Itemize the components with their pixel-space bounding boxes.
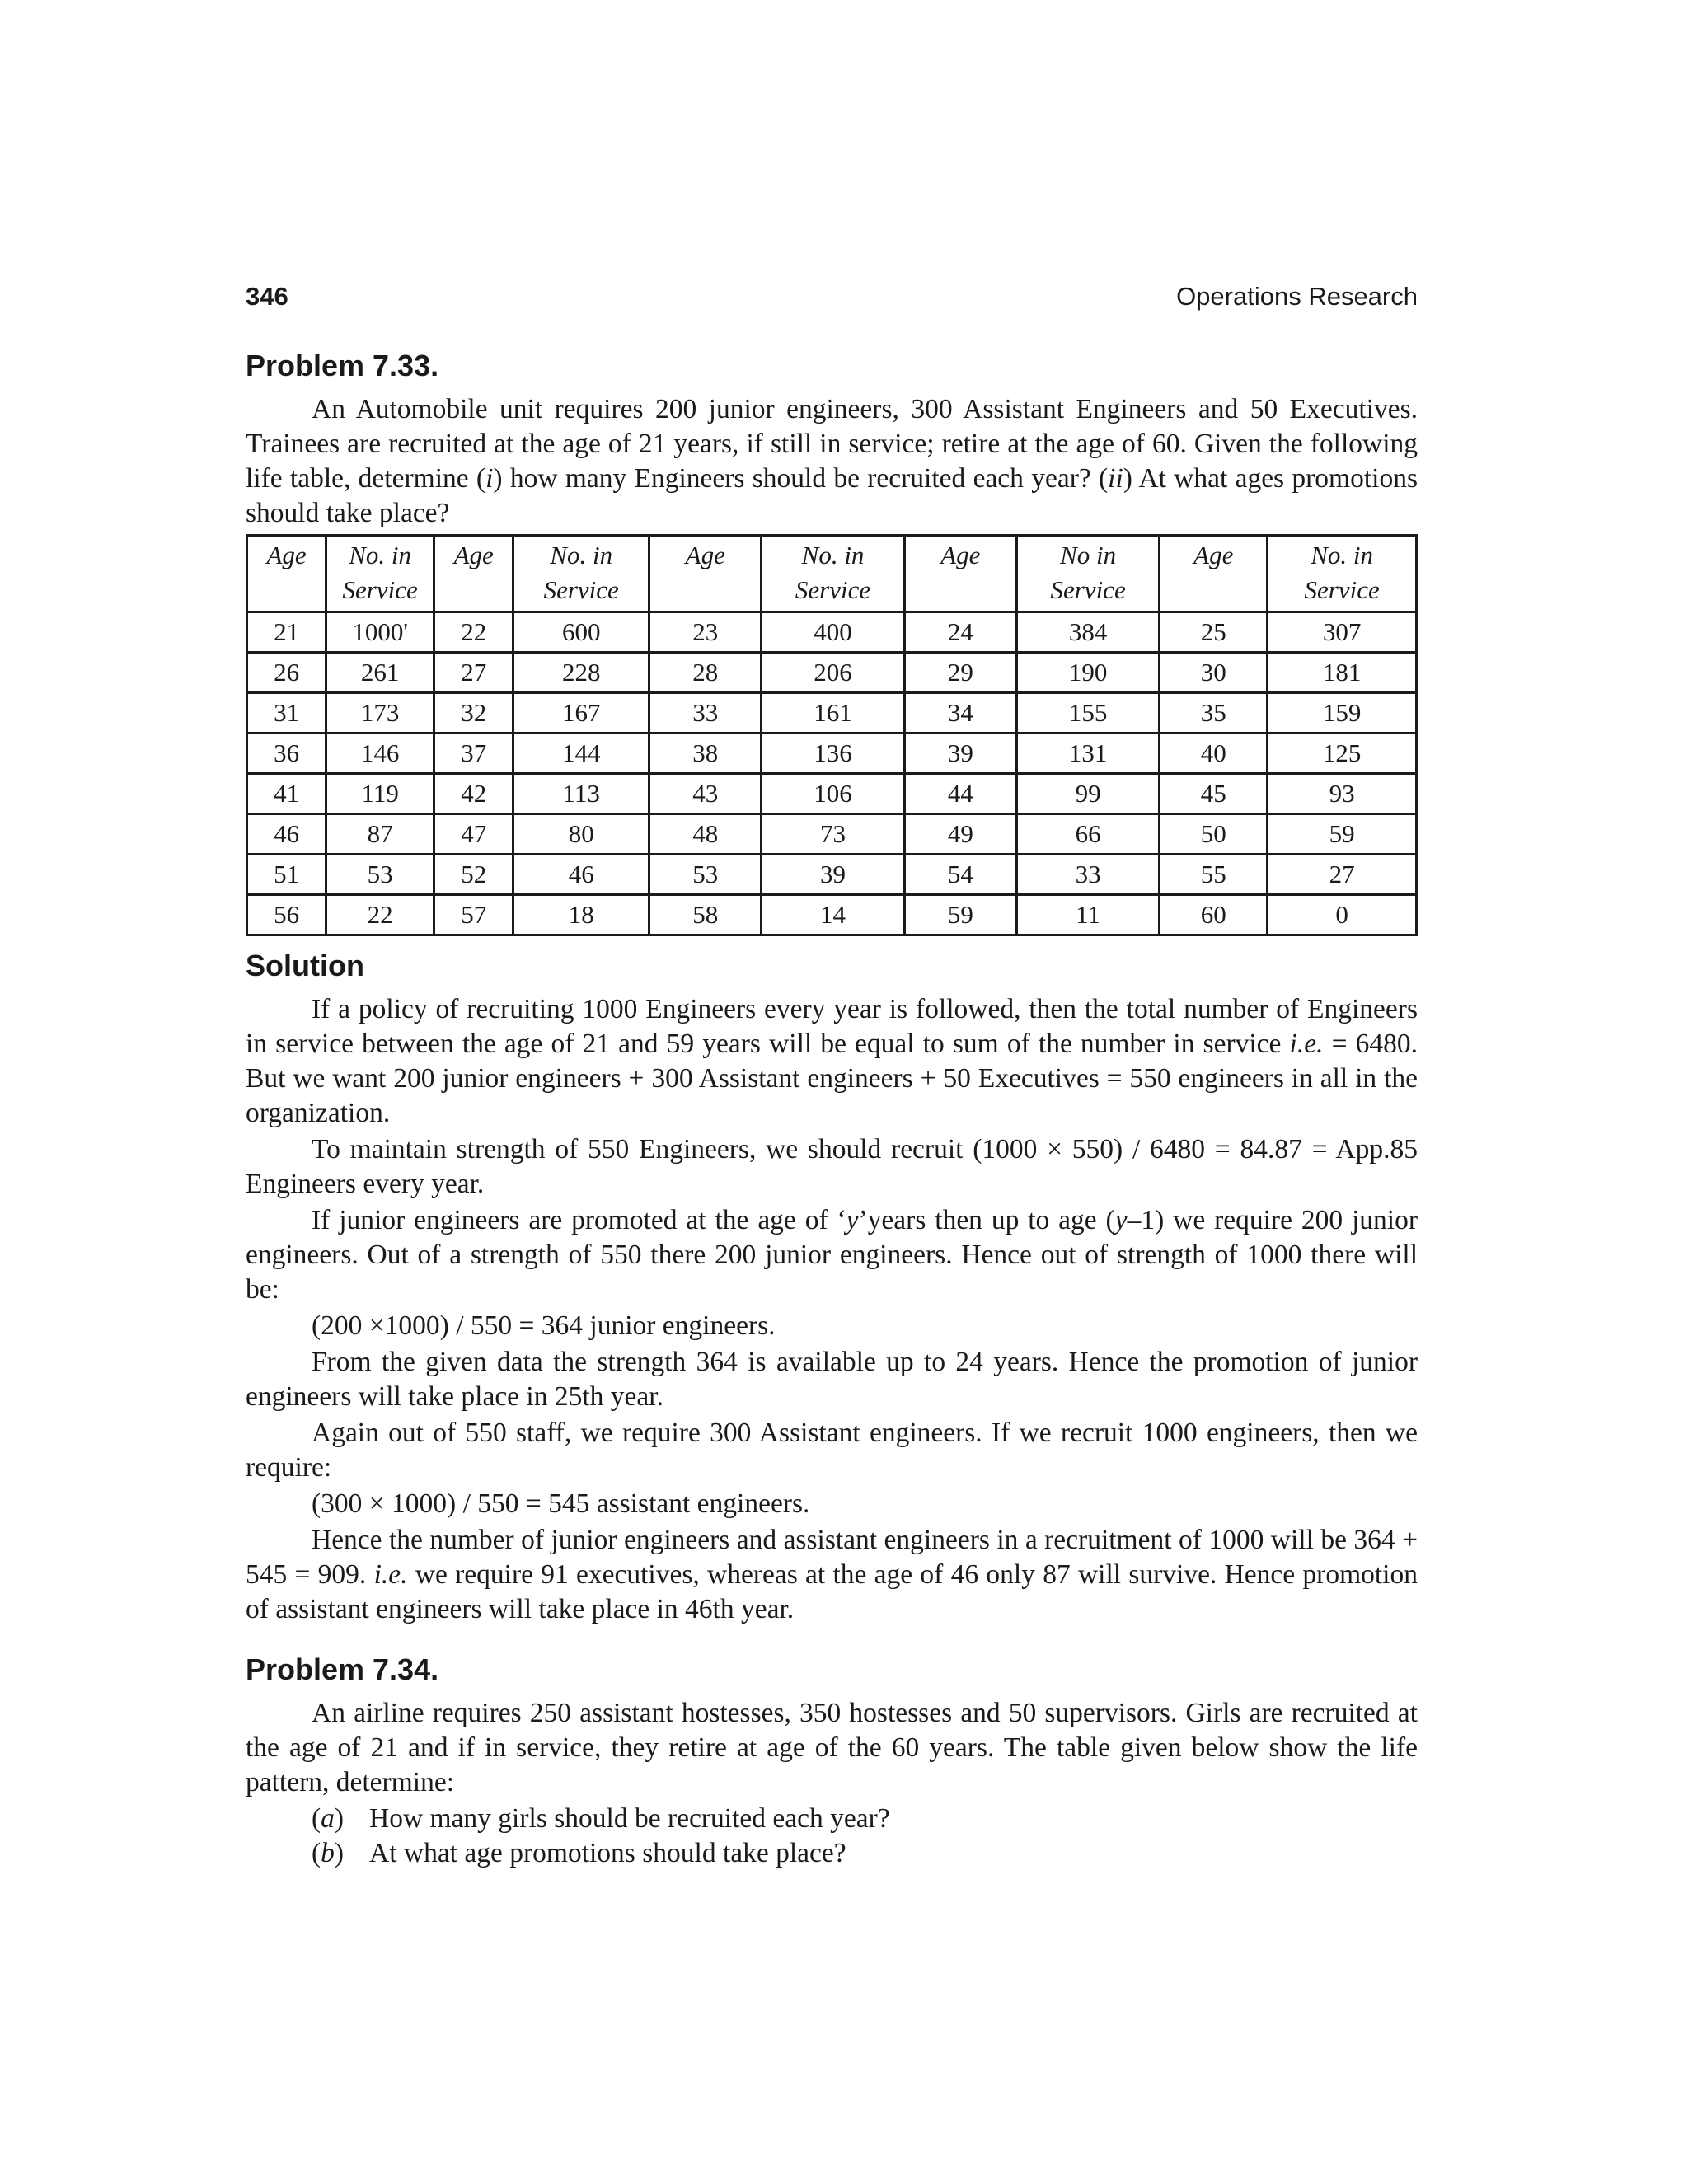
paragraph-text: Hence the number of junior engineers and assistant engineers in a recruitment of 1000 will be 364 + 545 = 909. [246,1525,1418,1590]
life-table-body [247,612,1417,935]
column-header [1268,536,1417,612]
table-row [247,612,1417,653]
solution-paragraph-3 [246,1203,1418,1307]
service-count-cell: 206 [762,653,904,693]
header-line: No. in [801,541,865,569]
problem-7-33-statement [246,392,1418,531]
variable: y [846,1205,859,1235]
running-title: Operations Research [1176,282,1418,311]
page [246,280,1418,1871]
age-cell: 40 [1160,733,1268,774]
age-cell: 35 [1160,693,1268,733]
service-count-cell: 0 [1268,895,1417,935]
column-header [1016,536,1159,612]
age-cell: 41 [247,774,326,814]
age-cell: 51 [247,855,326,895]
age-cell: 33 [649,693,762,733]
paragraph-text: ’years then up to age ( [858,1205,1115,1235]
life-table-header [247,536,1417,612]
column-header [904,536,1016,612]
age-cell: 26 [247,653,326,693]
roman-numeral: i [485,463,494,494]
list-item [312,1802,1418,1836]
header-line: Age [453,541,494,569]
solution-paragraph-4: From the given data the strength 364 is available up to 24 years. Hence the promotion of junior engineers will take place in 25th year. [246,1347,1418,1412]
header-line [1164,573,1263,607]
service-count-cell: 228 [513,653,649,693]
list-label: (b) [312,1838,345,1868]
age-cell: 60 [1160,895,1268,935]
service-count-cell: 11 [1016,895,1159,935]
service-count-cell: 600 [513,612,649,653]
service-count-cell: 181 [1268,653,1417,693]
header-line: Age [685,541,725,569]
age-cell: 27 [434,653,513,693]
paragraph-text: If junior engineers are promoted at the age of ‘ [312,1205,846,1235]
age-cell: 44 [904,774,1016,814]
age-cell: 23 [649,612,762,653]
age-cell: 56 [247,895,326,935]
header-line: Service [543,575,619,604]
service-count-cell: 155 [1016,693,1159,733]
variable: y [1114,1205,1128,1235]
service-count-cell: 59 [1268,814,1417,855]
age-cell: 24 [904,612,1016,653]
service-count-cell: 159 [1268,693,1417,733]
table-row [247,895,1417,935]
solution-heading: Solution [246,949,364,982]
roman-numeral: ii [1108,463,1123,494]
service-count-cell: 106 [762,774,904,814]
table-row [247,774,1417,814]
service-count-cell: 125 [1268,733,1417,774]
table-row [247,814,1417,855]
header-line [438,573,509,607]
age-cell: 30 [1160,653,1268,693]
paragraph-text: we require 91 executives, whereas at the age of 46 only 87 will survive. Hence promotion of assistant engineers will take place in 46th year. [246,1559,1418,1624]
service-count-cell: 131 [1016,733,1159,774]
header-line: Service [795,575,871,604]
service-count-cell: 22 [326,895,434,935]
header-line: Age [1193,541,1234,569]
header-line: Service [1304,575,1380,604]
service-count-cell: 80 [513,814,649,855]
age-cell: 53 [649,855,762,895]
age-cell: 42 [434,774,513,814]
service-count-cell: 136 [762,733,904,774]
service-count-cell: 46 [513,855,649,895]
problem-7-33-heading: Problem 7.33. [246,349,439,382]
service-count-cell: 173 [326,693,434,733]
age-cell: 25 [1160,612,1268,653]
service-count-cell: 87 [326,814,434,855]
statement-text: An Automobile unit requires 200 junior engineers, 300 Assistant Engineers and 50 Executives. Trainees are recruited at the age of 21 years, if still in service; retire at the age of 60. Given the following life table, determine ( [246,394,1418,494]
list-letter: b [321,1838,335,1868]
age-cell: 31 [247,693,326,733]
header-line [654,573,757,607]
service-count-cell: 27 [1268,855,1417,895]
age-cell: 57 [434,895,513,935]
age-cell: 45 [1160,774,1268,814]
abbreviation: i.e. [1289,1029,1324,1059]
list-label: (a) [312,1803,345,1834]
problem-7-34-statement: An airline requires 250 assistant hostesses, 350 hostesses and 50 supervisors. Girls are recruited at the age of 21 and if in service, they retire at age of the 60 years. The table given below show the life pattern, determine: [246,1698,1418,1797]
header-line: Service [1050,575,1126,604]
service-count-cell: 400 [762,612,904,653]
service-count-cell: 18 [513,895,649,935]
age-cell: 39 [904,733,1016,774]
life-table [246,534,1418,936]
header-line: No in [1060,541,1117,569]
paragraph-text: = 6480. But we want 200 junior engineers + 300 Assistant engineers + 50 Executives = 550 engineers in all in the organization. [246,1029,1418,1128]
age-cell: 37 [434,733,513,774]
service-count-cell: 161 [762,693,904,733]
header-line: Service [342,575,418,604]
service-count-cell: 39 [762,855,904,895]
solution-paragraph-6 [246,1523,1418,1627]
age-cell: 49 [904,814,1016,855]
service-count-cell: 66 [1016,814,1159,855]
problem-7-34-heading: Problem 7.34. [246,1652,439,1686]
solution-paragraph-2: To maintain strength of 550 Engineers, we should recruit (1000 × 550) / 6480 = 84.87 = App.85 Engineers every year. [246,1134,1418,1199]
header-line: No. in [550,541,613,569]
service-count-cell: 261 [326,653,434,693]
service-count-cell: 113 [513,774,649,814]
service-count-cell: 73 [762,814,904,855]
service-count-cell: 167 [513,693,649,733]
age-cell: 46 [247,814,326,855]
service-count-cell: 144 [513,733,649,774]
age-cell: 43 [649,774,762,814]
list-item [312,1836,1418,1871]
header-row [247,536,1417,612]
service-count-cell: 1000' [326,612,434,653]
header-line: No. in [1311,541,1374,569]
age-cell: 32 [434,693,513,733]
header-line: No. in [349,541,412,569]
age-cell: 34 [904,693,1016,733]
equation-assistant: (300 × 1000) / 550 = 545 assistant engineers. [312,1488,810,1519]
solution-paragraph-1 [246,992,1418,1131]
service-count-cell: 307 [1268,612,1417,653]
service-count-cell: 99 [1016,774,1159,814]
service-count-cell: 146 [326,733,434,774]
running-header [246,280,1418,313]
header-line: Age [266,541,307,569]
page-number: 346 [246,282,288,311]
age-cell: 29 [904,653,1016,693]
header-line [251,573,321,607]
age-cell: 38 [649,733,762,774]
service-count-cell: 14 [762,895,904,935]
column-header [513,536,649,612]
question-list [312,1802,1418,1871]
equation-junior: (200 ×1000) / 550 = 364 junior engineers. [312,1310,776,1341]
age-cell: 28 [649,653,762,693]
solution-paragraph-5: Again out of 550 staff, we require 300 Assistant engineers. If we recruit 1000 engineers, then we require: [246,1418,1418,1483]
age-cell: 48 [649,814,762,855]
table-row [247,733,1417,774]
statement-text: ) how many Engineers should be recruited each year? ( [493,463,1109,494]
service-count-cell: 190 [1016,653,1159,693]
list-text: How many girls should be recruited each year? [369,1803,890,1834]
column-header [649,536,762,612]
header-line: Age [940,541,981,569]
service-count-cell: 93 [1268,774,1417,814]
list-text: At what age promotions should take place? [369,1838,846,1868]
age-cell: 36 [247,733,326,774]
paragraph-text: If a policy of recruiting 1000 Engineers every year is followed, then the total number of Engineers in service between the age of 21 and 59 years will be equal to sum of the number in service [246,994,1418,1059]
age-cell: 58 [649,895,762,935]
column-header [326,536,434,612]
age-cell: 54 [904,855,1016,895]
statement-text: ) At what ages promotions should take place? [246,463,1418,528]
service-count-cell: 33 [1016,855,1159,895]
header-line [909,573,1012,607]
column-header [762,536,904,612]
table-row [247,855,1417,895]
age-cell: 22 [434,612,513,653]
age-cell: 59 [904,895,1016,935]
table-row [247,653,1417,693]
age-cell: 47 [434,814,513,855]
age-cell: 52 [434,855,513,895]
age-cell: 55 [1160,855,1268,895]
service-count-cell: 119 [326,774,434,814]
table-row [247,693,1417,733]
column-header [1160,536,1268,612]
age-cell: 21 [247,612,326,653]
abbreviation: i.e. [373,1559,408,1590]
paragraph-text: –1) we require 200 junior engineers. Out of a strength of 550 there 200 junior engineers. Hence out of strength of 1000 there will be: [246,1205,1418,1305]
age-cell: 50 [1160,814,1268,855]
column-header [247,536,326,612]
service-count-cell: 53 [326,855,434,895]
list-letter: a [321,1803,335,1834]
service-count-cell: 384 [1016,612,1159,653]
column-header [434,536,513,612]
